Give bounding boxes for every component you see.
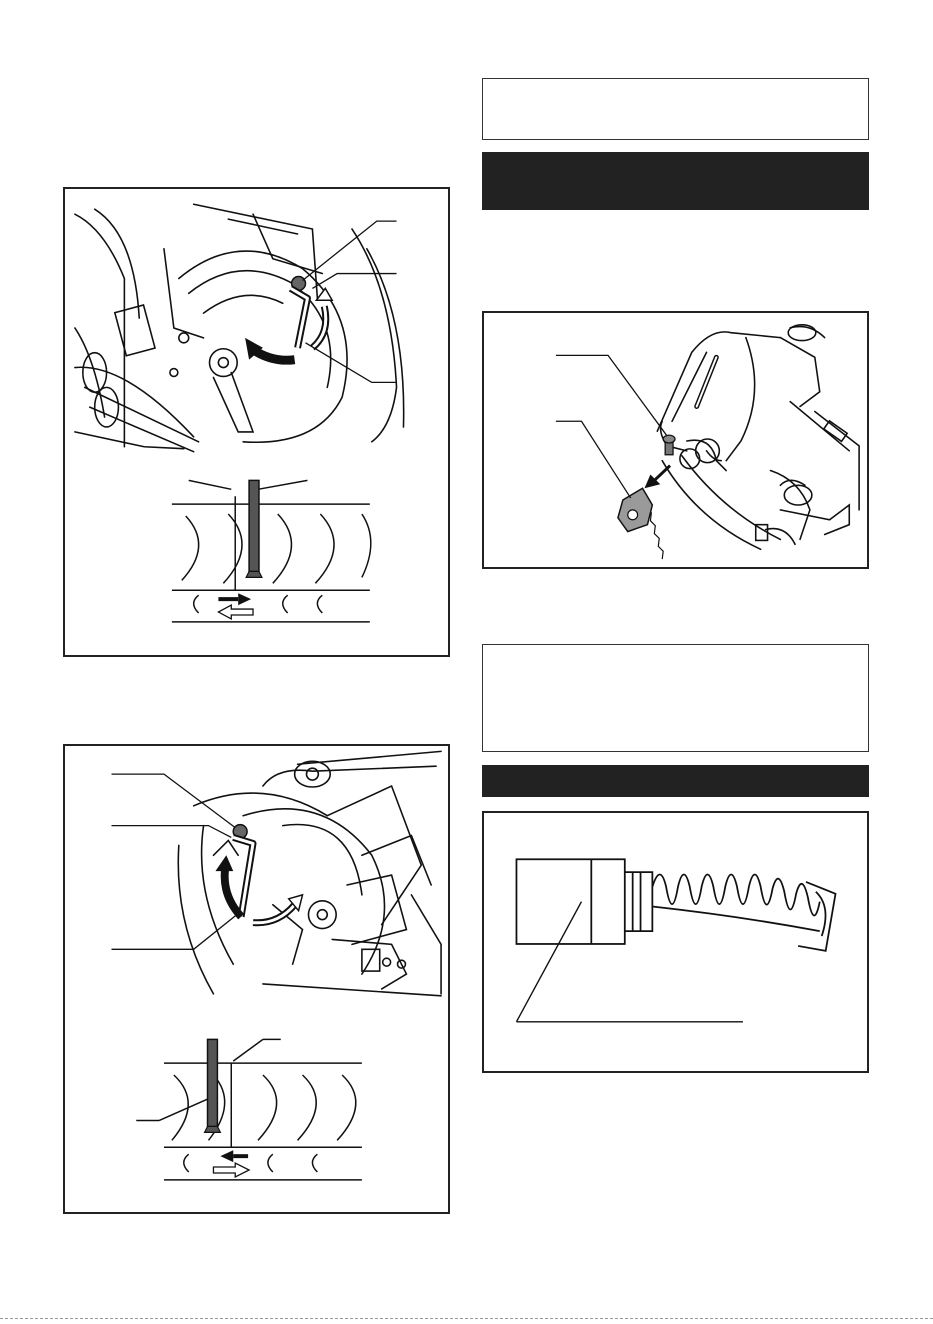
figure-carbon-brush xyxy=(482,811,869,1073)
section-heading-band-2 xyxy=(482,765,869,797)
section-heading-band xyxy=(482,152,869,210)
rotate-arrow-icon xyxy=(253,350,295,360)
page-footer-rule xyxy=(0,1318,933,1319)
figure-3-drawing xyxy=(484,313,867,567)
figure-1-drawing xyxy=(65,189,448,655)
rotate-arrow-icon xyxy=(225,867,241,916)
figure-guard-adjustment-bottom xyxy=(63,744,450,1214)
note-box-top xyxy=(482,78,869,140)
screw-icon xyxy=(663,435,675,455)
figure-2-drawing xyxy=(65,746,448,1212)
note-box-middle xyxy=(482,644,869,752)
figure-4-drawing xyxy=(484,813,867,1071)
figure-guard-adjustment-top xyxy=(63,187,450,657)
carbon-brush-icon xyxy=(516,859,835,951)
figure-blade-case-removal xyxy=(482,311,869,569)
